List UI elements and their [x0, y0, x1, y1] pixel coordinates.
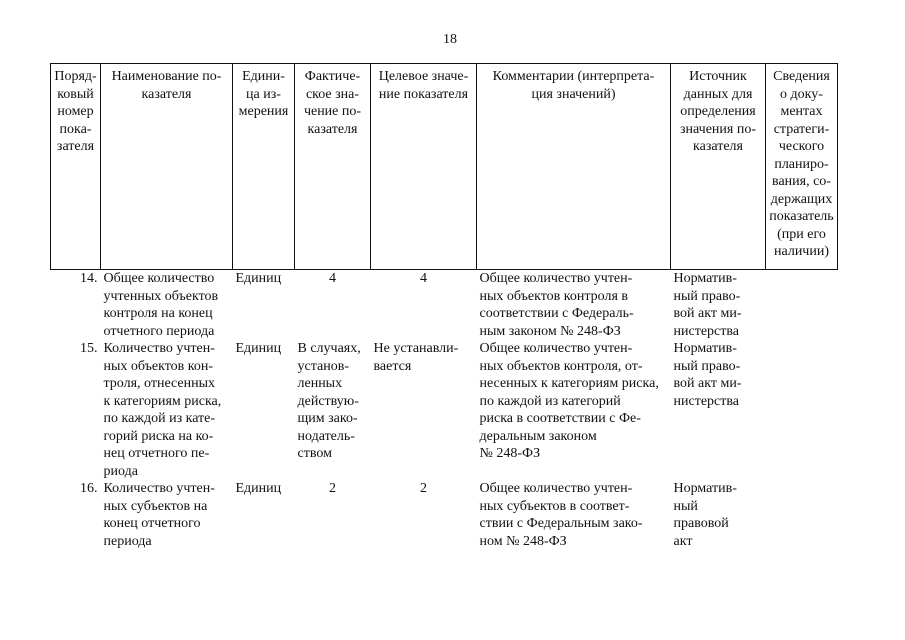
header-cell-actual: Фактиче- ское зна- чение по- казателя — [295, 64, 371, 270]
table-row — [51, 480, 838, 550]
header-cell-target: Целевое значе- ние показателя — [371, 64, 477, 270]
row-unit: Единиц — [235, 481, 282, 496]
indicators-table — [50, 63, 838, 550]
row-name: Количество учтен- ных субъектов на конец отчетного периода — [103, 481, 215, 549]
row-source: Норматив- ный право- вой акт ми- нистерства — [673, 271, 742, 339]
header-cell-name: Наименование по- казателя — [101, 64, 233, 270]
row-actual: 4 — [329, 271, 336, 286]
row-number: 16. — [80, 481, 98, 496]
row-name: Количество учтен- ных объектов кон- троля, отнесенных к категориям риска, по каждой из кате- горий риска на ко- нец отчетного пе- риода — [103, 341, 222, 479]
row-number: 15. — [80, 341, 98, 356]
row-name: Общее количество учтенных объектов контроля на конец отчетного периода — [103, 271, 219, 339]
row-number: 14. — [80, 271, 98, 286]
row-unit: Единиц — [235, 341, 282, 356]
header-cell-source: Источник данных для определения значения по- казателя — [671, 64, 766, 270]
row-target: 4 — [420, 271, 427, 286]
row-comment: Общее количество учтен- ных субъектов в соответ- ствии с Федеральным зако- ном № 248-ФЗ — [479, 481, 643, 549]
row-actual: 2 — [329, 481, 336, 496]
page-number: 18 — [443, 32, 457, 47]
table-header — [51, 64, 838, 270]
row-docs — [766, 340, 838, 480]
row-actual: В случаях, установ- ленных действую- щим зако- нодатель- ством — [297, 341, 361, 461]
row-source: Норматив- ный правовой акт — [673, 481, 737, 549]
row-docs — [766, 270, 838, 341]
header-cell-number: Поряд- ковый номер пока- зателя — [51, 64, 101, 270]
row-comment: Общее количество учтен- ных объектов контроля в соответствии с Федераль- ным законом № 248-ФЗ — [479, 271, 634, 339]
header-cell-unit: Едини- ца из- мерения — [233, 64, 295, 270]
header-cell-comment: Комментарии (интерпрета- ция значений) — [477, 64, 671, 270]
table-row — [51, 270, 838, 341]
row-docs — [766, 480, 838, 550]
row-unit: Единиц — [235, 271, 282, 286]
row-source: Норматив- ный право- вой акт ми- нистерства — [673, 341, 742, 409]
table-row — [51, 340, 838, 480]
row-comment: Общее количество учтен- ных объектов контроля, от- несенных к категориям риска, по каждой из категорий риска в соответствии с Фе- деральным законом № 248-ФЗ — [479, 341, 659, 461]
header-cell-docs: Сведения о доку- ментах стратеги- ческого планиро- вания, со- держащих показатель (при его наличии) — [766, 64, 838, 270]
row-target: 2 — [420, 481, 427, 496]
row-target: Не устанавли- вается — [373, 341, 459, 374]
